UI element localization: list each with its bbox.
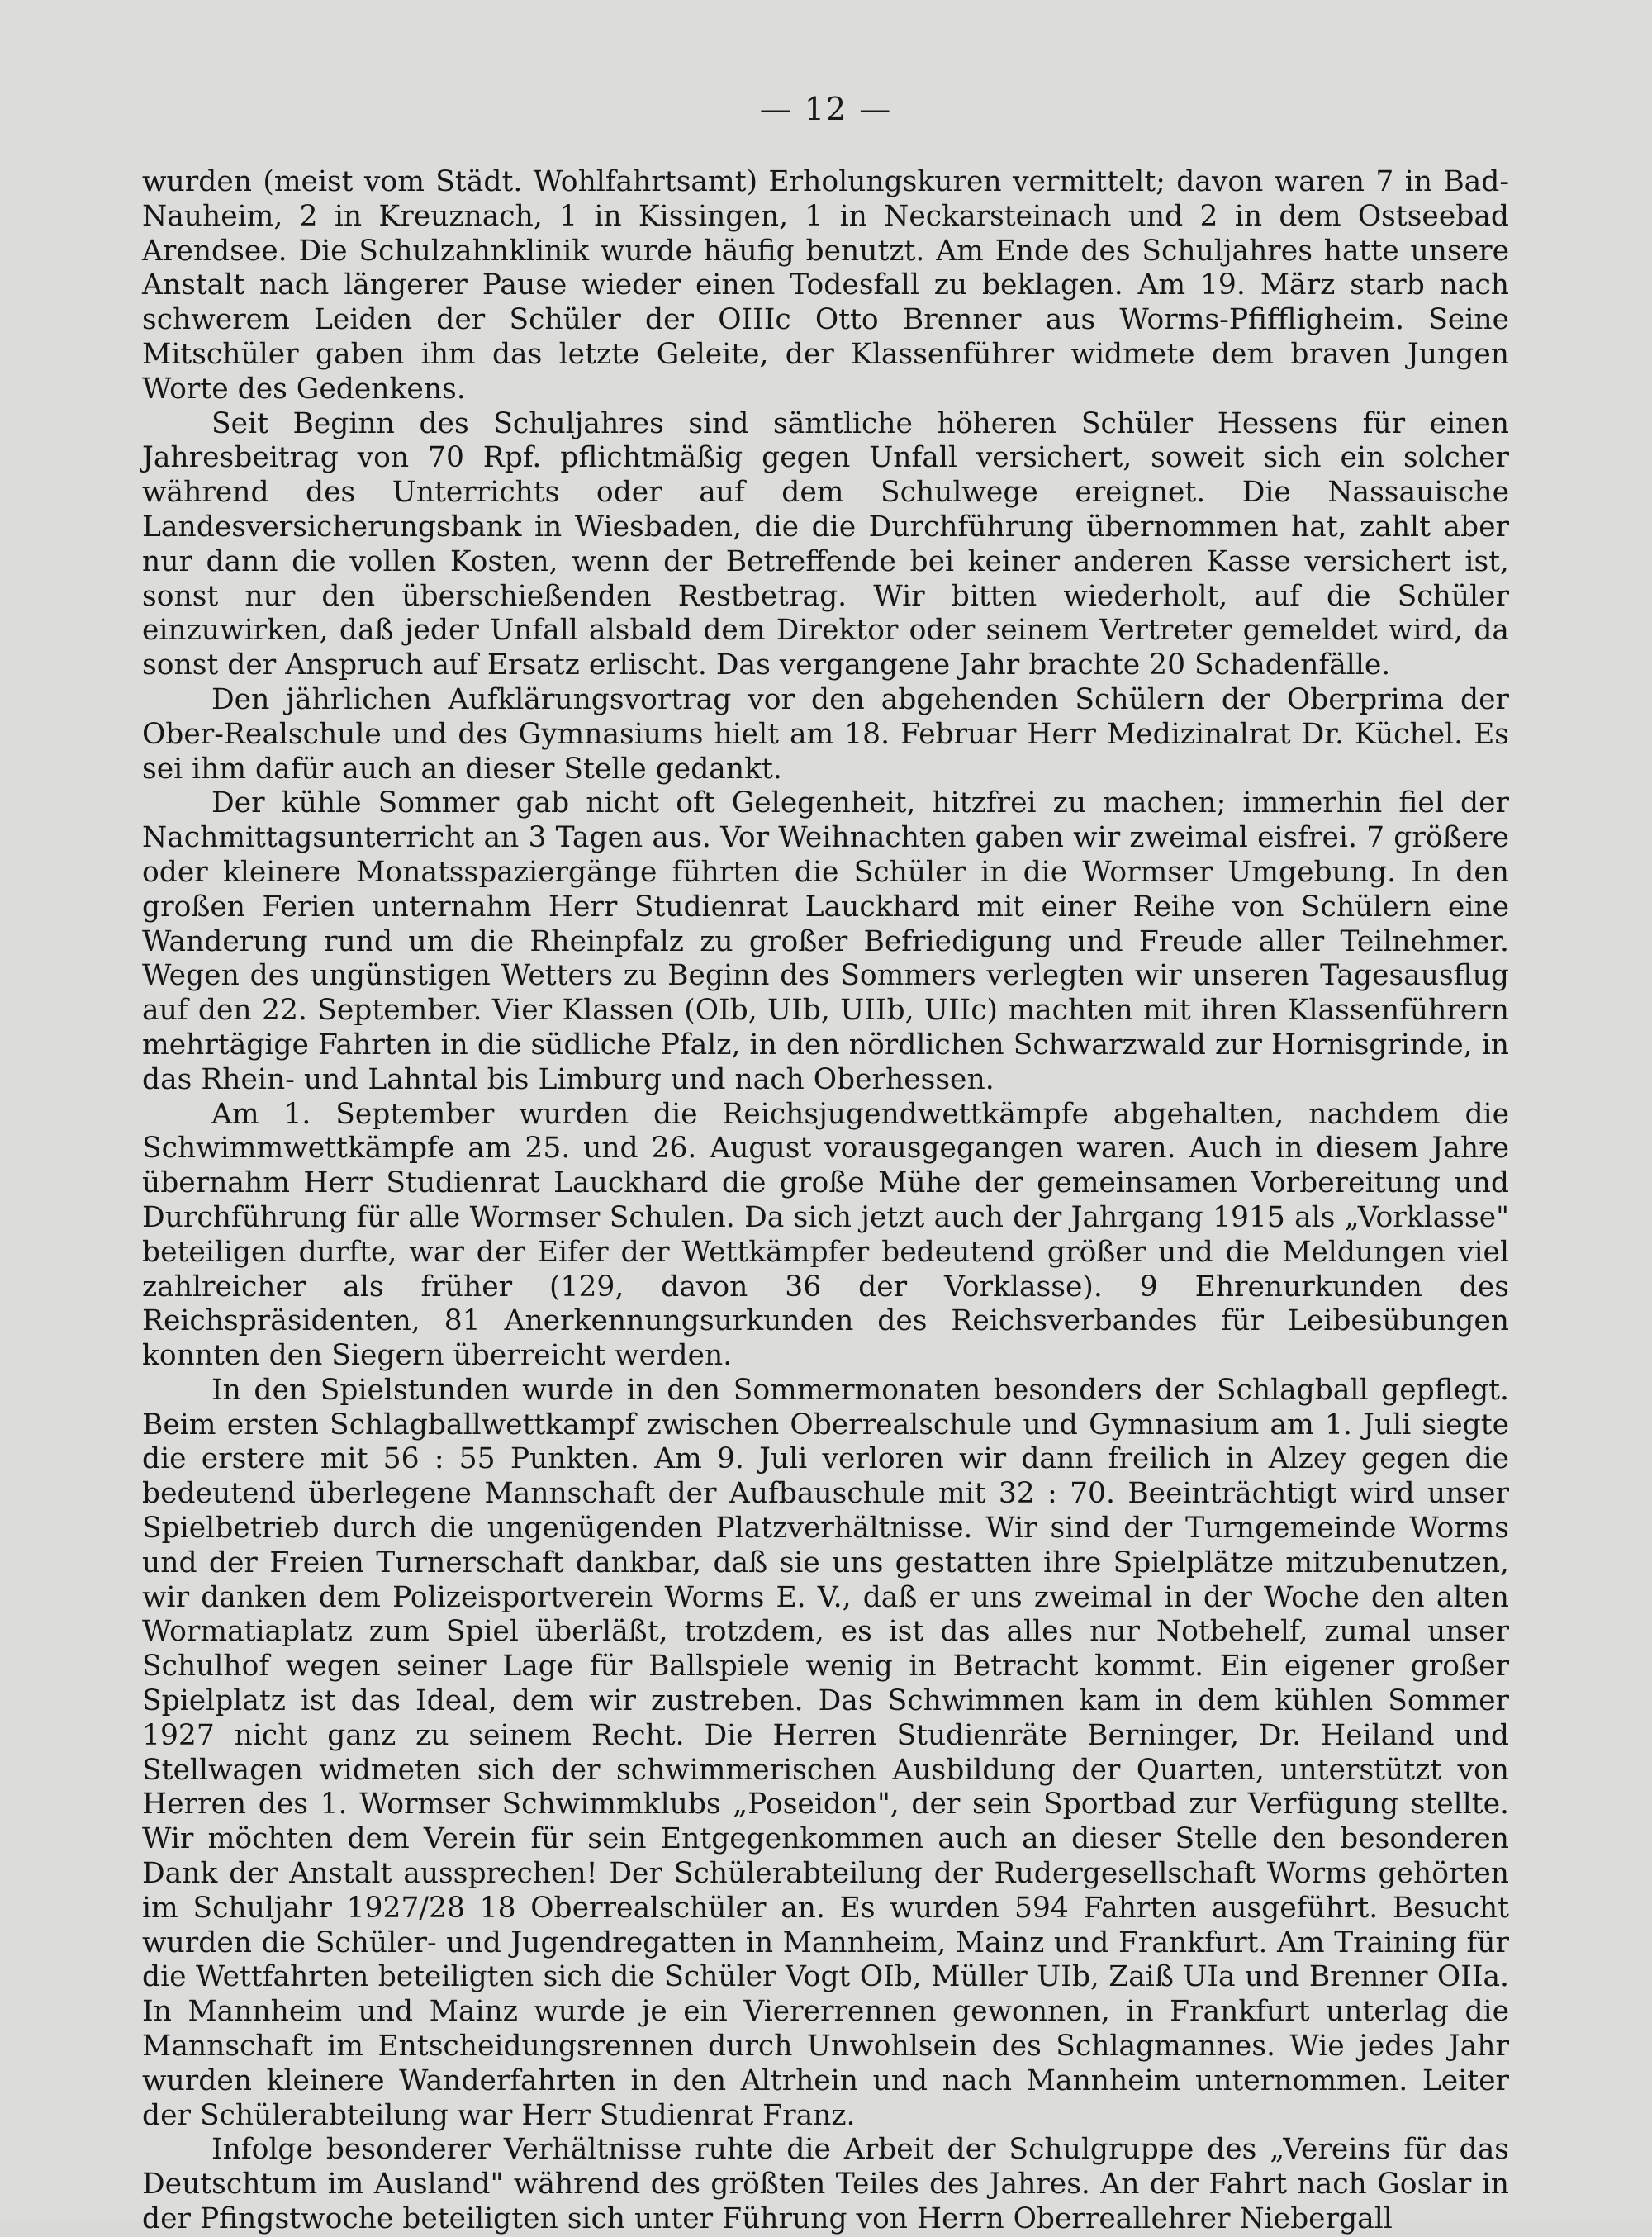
paragraph-association: Infolge besonderer Verhältnisse ruhte die Arbeit der Schulgruppe des „Vereins für das Deutschtum im Ausland" während des größten Teiles des Jahres. An der Fahrt nach Goslar in der Pfingstwoche beteiligten sich unter Führung von Herrn Oberreallehrer Niebergall bbox=[142, 2133, 1509, 2236]
paragraph-lecture: Den jährlichen Aufklärungsvortrag vor den abgehenden Schülern der Oberprima der Ober-Realschule und des Gymnasiums hielt am 18. Februar Herr Medizinalrat Dr. Küchel. Es sei ihm dafür auch an dieser Stelle gedankt. bbox=[142, 682, 1509, 786]
paragraph-insurance: Seit Beginn des Schuljahres sind sämtliche höheren Schüler Hessens für einen Jahresbeitrag von 70 Rpf. pflichtmäßig gegen Unfall versichert, soweit sich ein solcher während des Unterrichts oder auf dem Schulwege ereignet. Die Nassauische Landesversicherungsbank in Wiesbaden, die die Durchführung übernommen hat, zahlt aber nur dann die vollen Kosten, wenn der Betreffende bei keiner anderen Kasse versichert ist, sonst nur den überschießenden Restbetrag. Wir bitten wiederholt, auf die Schüler einzuwirken, daß jeder Unfall alsbald dem Direktor oder seinem Vertreter gemeldet wird, da sonst der Anspruch auf Ersatz erlischt. Das vergangene Jahr brachte 20 Schadenfälle. bbox=[142, 406, 1509, 682]
paragraph-sports: In den Spielstunden wurde in den Sommermonaten besonders der Schlagball gepflegt. Beim ersten Schlagballwettkampf zwischen Oberrealschule und Gymnasium am 1. Juli siegte die erstere mit 56 : 55 Punkten. Am 9. Juli verloren wir dann freilich in Alzey gegen die bedeutend überlegene Mannschaft der Aufbauschule mit 32 : 70. Beeinträchtigt wird unser Spielbetrieb durch die ungenügenden Platzverhältnisse. Wir sind der Turngemeinde Worms und der Freien Turnerschaft dankbar, daß sie uns gestatten ihre Spielplätze mitzubenutzen, wir danken dem Polizeisportverein Worms E. V., daß er uns zweimal in der Woche den alten Wormatiaplatz zum Spiel überläßt, trotzdem, es ist das alles nur Notbehelf, zumal unser Schulhof wegen seiner Lage für Ballspiele wenig in Betracht kommt. Ein eigener großer Spielplatz ist das Ideal, dem wir zustreben. Das Schwimmen kam in dem kühlen Sommer 1927 nicht ganz zu seinem Recht. Die Herren Studienräte Berninger, Dr. Heiland und Stellwagen widmeten sich der schwimmerischen Ausbildung der Quarten, unterstützt von Herren des 1. Wormser Schwimmklubs „Poseidon", der sein Sportbad zur Verfügung stellte. Wir möchten dem Verein für sein Entgegenkommen auch an dieser Stelle den besonderen Dank der Anstalt aussprechen! Der Schülerabteilung der Rudergesellschaft Worms gehörten im Schuljahr 1927/28 18 Oberrealschüler an. Es wurden 594 Fahrten ausgeführt. Besucht wurden die Schüler- und Jugendregatten in Mannheim, Mainz und Frankfurt. Am Training für die Wettfahrten beteiligten sich die Schüler Vogt OIb, Müller UIb, Zaiß UIa und Brenner OIIa. In Mannheim und Mainz wurde je ein Viererrennen gewonnen, in Frankfurt unterlag die Mannschaft im Entscheidungsrennen durch Unwohlsein des Schlagmannes. Wie jedes Jahr wurden kleinere Wanderfahrten in den Altrhein und nach Mannheim unternommen. Leiter der Schülerabteilung war Herr Studienrat Franz. bbox=[142, 1373, 1509, 2132]
paragraph-youth-games: Am 1. September wurden die Reichsjugendwettkämpfe abgehalten, nachdem die Schwimmwettkämpfe am 25. und 26. August vorausgegangen waren. Auch in diesem Jahre übernahm Herr Studienrat Lauckhard die große Mühe der gemeinsamen Vorbereitung und Durchführung für alle Wormser Schulen. Da sich jetzt auch der Jahrgang 1915 als „Vorklasse" beteiligen durfte, war der Eifer der Wettkämpfer bedeutend größer und die Meldungen viel zahlreicher als früher (129, davon 36 der Vorklasse). 9 Ehrenurkunden des Reichspräsidenten, 81 Anerkennungsurkunden des Reichsverbandes für Leibesübungen konnten den Siegern überreicht werden. bbox=[142, 1097, 1509, 1373]
page-number: — 12 — bbox=[759, 91, 893, 127]
paragraph-health: wurden (meist vom Städt. Wohlfahrtsamt) Erholungskuren vermittelt; davon waren 7 in Bad-Nauheim, 2 in Kreuznach, 1 in Kissingen, 1 in Neckarsteinach und 2 in dem Ostseebad Arendsee. Die Schulzahnklinik wurde häufig benutzt. Am Ende des Schuljahres hatte unsere Anstalt nach längerer Pause wieder einen Todesfall zu beklagen. Am 19. März starb nach schwerem Leiden der Schüler der OIIIc Otto Brenner aus Worms-Pfiffligheim. Seine Mitschüler gaben ihm das letzte Geleite, der Klassenführer widmete dem braven Jungen Worte des Gedenkens. bbox=[142, 165, 1509, 406]
paragraph-excursions: Der kühle Sommer gab nicht oft Gelegenheit, hitzfrei zu machen; immerhin fiel der Nachmittagsunterricht an 3 Tagen aus. Vor Weihnachten gaben wir zweimal eisfrei. 7 größere oder kleinere Monatsspaziergänge führten die Schüler in die Wormser Umgebung. In den großen Ferien unternahm Herr Studienrat Lauckhard mit einer Reihe von Schülern eine Wanderung rund um die Rheinpfalz zu großer Befriedigung und Freude aller Teilnehmer. Wegen des ungünstigen Wetters zu Beginn des Sommers verlegten wir unseren Tagesausflug auf den 22. September. Vier Klassen (OIb, UIb, UIIb, UIIc) machten mit ihren Klassenführern mehrtägige Fahrten in die südliche Pfalz, in den nördlichen Schwarzwald zur Hornisgrinde, in das Rhein- und Lahntal bis Limburg und nach Oberhessen. bbox=[142, 786, 1509, 1096]
body-text bbox=[142, 165, 1509, 2237]
